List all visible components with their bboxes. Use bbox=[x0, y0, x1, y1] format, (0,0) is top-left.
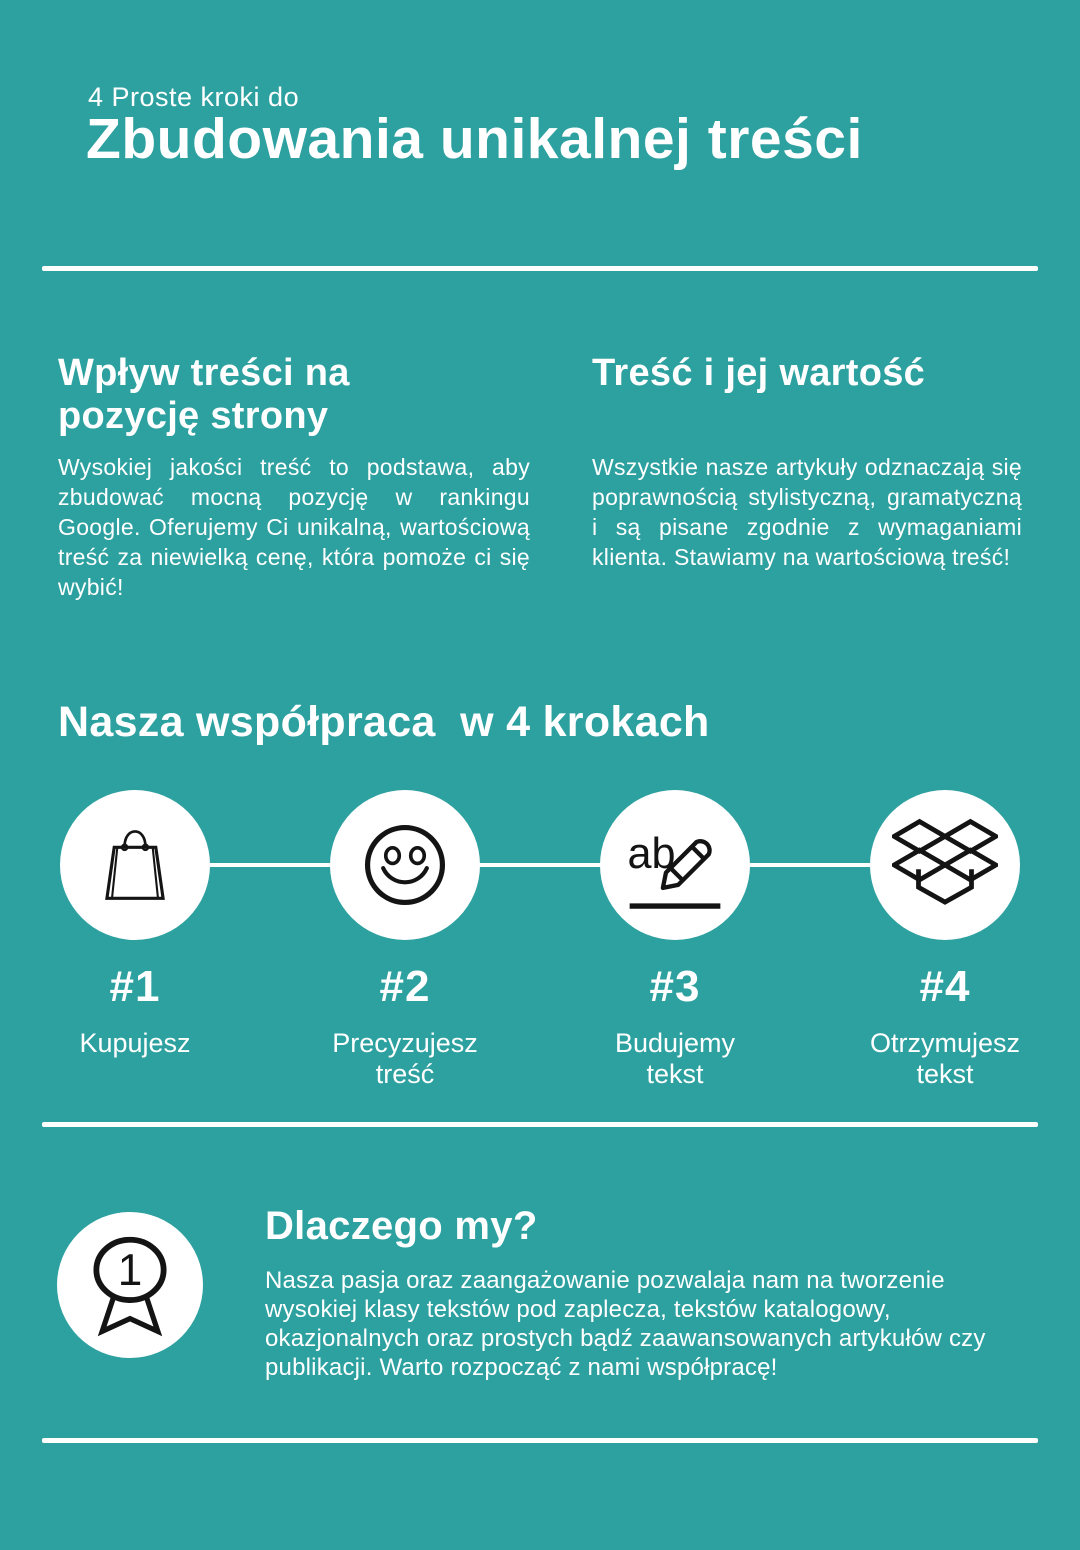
step-circle-4 bbox=[870, 790, 1020, 940]
step-circle-1 bbox=[60, 790, 210, 940]
step-number-4: #4 bbox=[919, 962, 971, 1011]
column-body-impact: Wysokiej jakości treść to podstawa, aby zbudować mocną pozycję w rankingu Google. Oferujemy Ci unikalną, wartościową treść za niewielką cenę, która pomoże ci się wybić! bbox=[58, 454, 530, 600]
steps-caption-row bbox=[0, 962, 1080, 1090]
page-title: Zbudowania unikalnej treści bbox=[86, 107, 863, 171]
intro-columns bbox=[58, 352, 1022, 602]
column-content-impact bbox=[58, 352, 530, 602]
column-heading-impact: Wpływ treści na pozycję strony bbox=[58, 352, 350, 437]
step-label-2: Precyzujesz treść bbox=[332, 1028, 478, 1089]
steps-section-heading: Nasza współpraca w 4 krokach bbox=[58, 698, 710, 746]
ab-glyph: ab bbox=[627, 830, 676, 879]
step-number-3: #3 bbox=[649, 962, 701, 1011]
step-caption-3 bbox=[540, 962, 810, 1090]
column-body-value: Wszystkie nasze artykuły odznaczają się poprawnością stylistyczną, gramatyczną i są pisane zgodnie z wymaganiami klienta. Stawiamy na wartościową treść! bbox=[592, 454, 1022, 570]
step-label-3: Budujemy tekst bbox=[614, 1028, 736, 1089]
why-us-badge-circle bbox=[57, 1212, 203, 1358]
medal-ribbon-icon bbox=[72, 1227, 188, 1343]
badge-number: 1 bbox=[117, 1246, 143, 1295]
step-label-4: Otrzymujesz tekst bbox=[869, 1028, 1021, 1089]
why-us-body: Nasza pasja oraz zaangażowanie pozwalaja nam na tworzenie wysokiej klasy tekstów pod zaplecza, tekstów katalogowy, okazjonalnych oraz prostych bądź zaawansowanych artykułów czy publikacji. Warto rozpocząć z nami współpracę! bbox=[265, 1267, 986, 1381]
header-kicker: 4 Proste kroki do bbox=[88, 82, 300, 112]
open-box-icon bbox=[892, 812, 998, 918]
step-caption-4 bbox=[810, 962, 1080, 1090]
step-number-1: #1 bbox=[109, 962, 161, 1011]
divider-middle bbox=[42, 1122, 1038, 1127]
why-us-heading: Dlaczego my? bbox=[265, 1204, 538, 1248]
step-caption-2 bbox=[270, 962, 540, 1090]
ab-pencil-icon bbox=[621, 811, 729, 919]
step-circle-2 bbox=[330, 790, 480, 940]
shopping-bag-icon bbox=[83, 813, 187, 917]
divider-bottom bbox=[42, 1438, 1038, 1443]
smiley-face-icon bbox=[353, 813, 457, 917]
step-number-2: #2 bbox=[379, 962, 431, 1011]
step-circle-3 bbox=[600, 790, 750, 940]
steps-icon-row bbox=[0, 790, 1080, 940]
divider-top bbox=[42, 266, 1038, 271]
step-label-1: Kupujesz bbox=[79, 1028, 191, 1058]
column-content-value bbox=[574, 352, 1022, 602]
step-caption-1 bbox=[0, 962, 270, 1090]
column-heading-value: Treść i jej wartość bbox=[592, 352, 926, 394]
